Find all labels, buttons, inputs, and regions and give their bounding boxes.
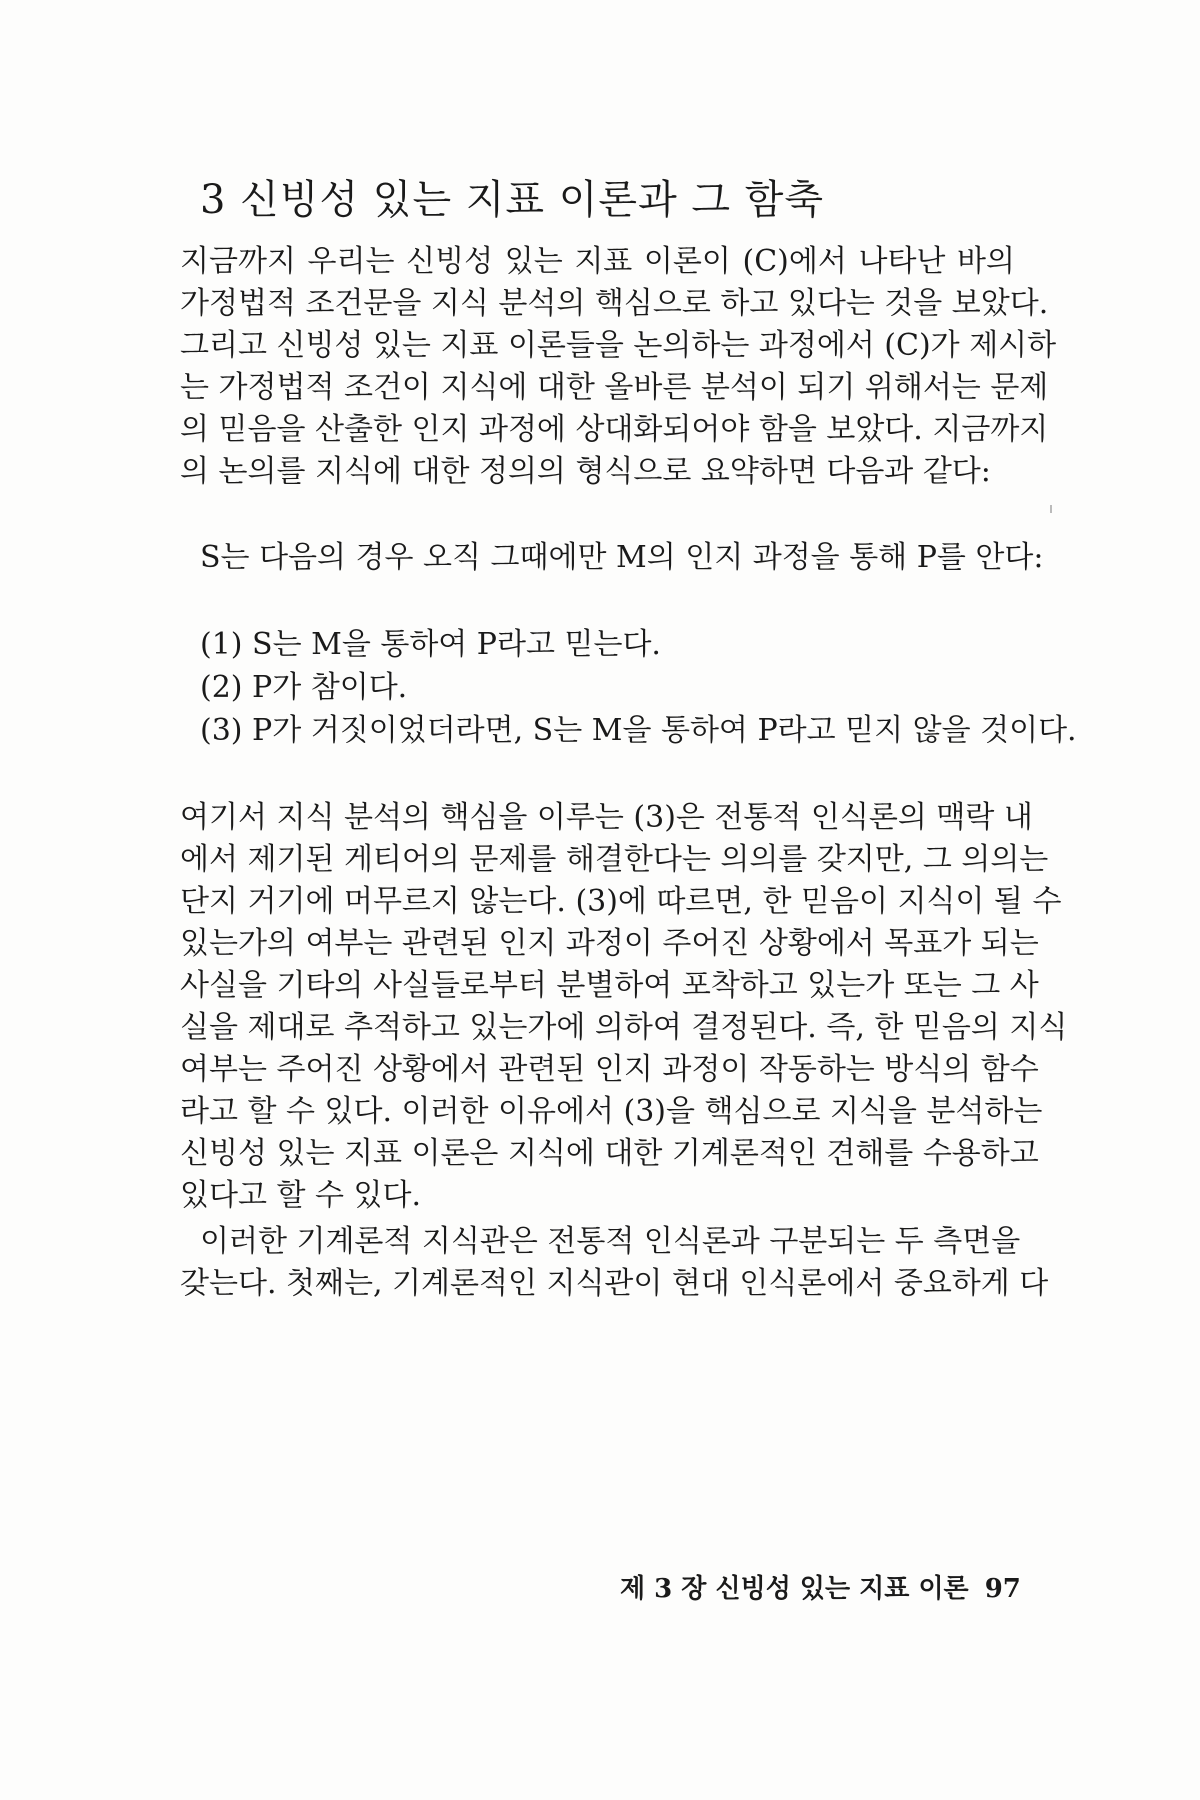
paragraph-1-line-3: 그리고 신빙성 있는 지표 이론들을 논의하는 과정에서 (C)가 제시하	[180, 328, 1057, 363]
paragraph-1-line-5: 의 믿음을 산출한 인지 과정에 상대화되어야 함을 보았다. 지금까지	[180, 412, 1049, 447]
paragraph-2-line-4: 있는가의 여부는 관련된 인지 과정이 주어진 상황에서 목표가 되는	[180, 926, 1039, 961]
paragraph-2-line-8: 라고 할 수 있다. 이러한 이유에서 (3)을 핵심으로 지식을 분석하는	[180, 1094, 1043, 1129]
paragraph-1-line-6: 의 논의를 지식에 대한 정의의 형식으로 요약하면 다음과 같다:	[180, 454, 991, 489]
paragraph-2-line-9: 신빙성 있는 지표 이론은 지식에 대한 기계론적인 견해를 수용하고	[180, 1136, 1039, 1171]
section-title: 3 신빙성 있는 지표 이론과 그 함축	[200, 177, 825, 223]
paragraph-1-line-1: 지금까지 우리는 신빙성 있는 지표 이론이 (C)에서 나타난 바의	[180, 244, 1015, 279]
scan-mark	[1050, 505, 1052, 513]
page-number: 97	[984, 1574, 1021, 1604]
paragraph-1-line-2: 가정법적 조건문을 지식 분석의 핵심으로 하고 있다는 것을 보았다.	[180, 286, 1049, 321]
paragraph-2-line-1: 여기서 지식 분석의 핵심을 이루는 (3)은 전통적 인식론의 맥락 내	[180, 800, 1033, 835]
paragraph-2-line-5: 사실을 기타의 사실들로부터 분별하여 포착하고 있는가 또는 그 사	[180, 968, 1039, 1003]
paragraph-2-line-2: 에서 제기된 게티어의 문제를 해결한다는 의의를 갖지만, 그 의의는	[180, 842, 1049, 877]
running-head: 제 3 장 신빙성 있는 지표 이론	[620, 1574, 969, 1604]
paragraph-2-line-7: 여부는 주어진 상황에서 관련된 인지 과정이 작동하는 방식의 함수	[180, 1052, 1039, 1087]
paragraph-2-line-6: 실을 제대로 추적하고 있는가에 의하여 결정된다. 즉, 한 믿음의 지식	[180, 1010, 1068, 1045]
paragraph-3-line-2: 갖는다. 첫째는, 기계론적인 지식관이 현대 인식론에서 중요하게 다	[180, 1266, 1049, 1301]
paragraph-3-line-1: 이러한 기계론적 지식관은 전통적 인식론과 구분되는 두 측면을	[200, 1224, 1021, 1259]
condition-3: (3) P가 거짓이었더라면, S는 M을 통하여 P라고 믿지 않을 것이다.	[200, 713, 1077, 748]
paragraph-2-line-10: 있다고 할 수 있다.	[180, 1178, 422, 1213]
paragraph-1-line-4: 는 가정법적 조건이 지식에 대한 올바른 분석이 되기 위해서는 문제	[180, 370, 1049, 405]
page-footer	[620, 1568, 1021, 1605]
condition-2: (2) P가 참이다.	[200, 670, 408, 705]
definition-statement: S는 다음의 경우 오직 그때에만 M의 인지 과정을 통해 P를 안다:	[200, 540, 1044, 575]
condition-1: (1) S는 M을 통하여 P라고 믿는다.	[200, 627, 661, 662]
paragraph-2-line-3: 단지 거기에 머무르지 않는다. (3)에 따르면, 한 믿음이 지식이 될 수	[180, 884, 1062, 919]
